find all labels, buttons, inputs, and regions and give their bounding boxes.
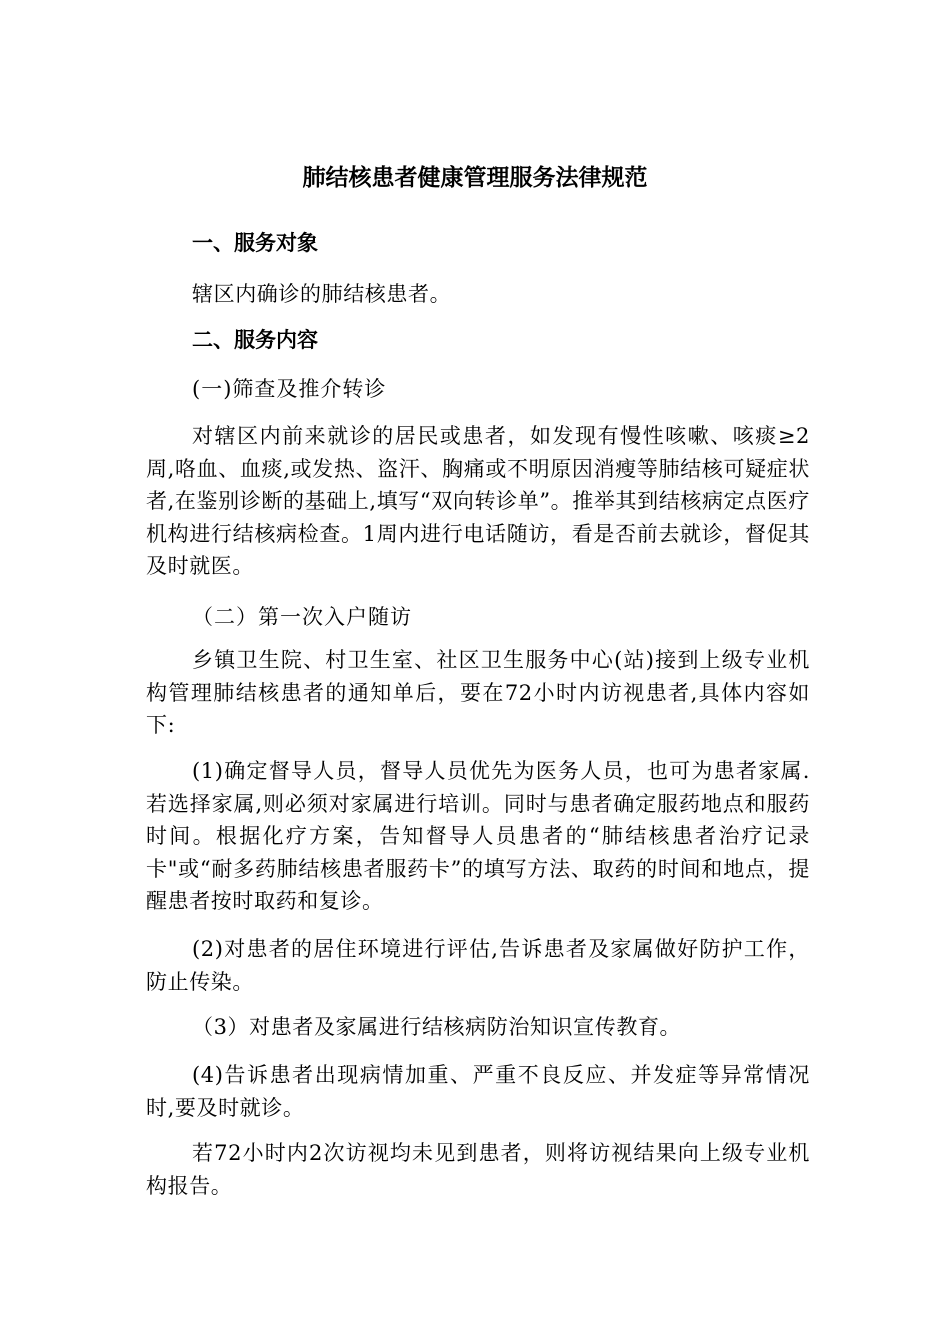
section-heading-service-content: 二、服务内容 bbox=[192, 328, 318, 352]
subsection-heading-screening: (一)筛查及推介转诊 bbox=[192, 377, 387, 401]
screening-paragraph: 对辖区内前来就诊的居民或患者，如发现有慢性咳嗽、咳痰≥2周,咯血、血痰,或发热、盗汗、胸痛或不明原因消瘦等肺结核可疑症状者,在鉴别诊断的基础上,填写“双向转诊单”。推举其到结核病定点医疗机构进行结核病检查。1周内进行电话随访，看是否前去就诊，督促其及时就医。 bbox=[146, 424, 810, 578]
service-target-text: 辖区内确诊的肺结核患者。 bbox=[192, 282, 452, 306]
document-title: 肺结核患者健康管理服务法律规范 bbox=[302, 165, 648, 191]
first-visit-paragraph: 乡镇卫生院、村卫生室、社区卫生服务中心(站)接到上级专业机构管理肺结核患者的通知单后，要在72小时内访视患者,具体内容如下: bbox=[146, 648, 810, 737]
section-heading-service-target: 一、服务对象 bbox=[192, 231, 318, 255]
list-item-2: (2)对患者的居住环境进行评估,告诉患者及家属做好防护工作，防止传染。 bbox=[146, 937, 810, 994]
list-item-4: (4)告诉患者出现病情加重、严重不良反应、并发症等异常情况时,要及时就诊。 bbox=[146, 1063, 810, 1120]
closing-paragraph: 若72小时内2次访视均未见到患者，则将访视结果向上级专业机构报告。 bbox=[146, 1141, 810, 1198]
list-item-3: （3）对患者及家属进行结核病防治知识宣传教育。 bbox=[192, 1015, 682, 1039]
subsection-heading-first-visit: （二）第一次入户随访 bbox=[192, 605, 412, 629]
list-item-1: (1)确定督导人员，督导人员优先为医务人员，也可为患者家属.若选择家属,则必须对家属进行培训。同时与患者确定服药地点和服药时间。根据化疗方案，告知督导人员患者的“肺结核患者治疗记录卡"或“耐多药肺结核患者服药卡”的填写方法、取药的时间和地点，提醒患者按时取药和复诊。 bbox=[146, 759, 810, 913]
